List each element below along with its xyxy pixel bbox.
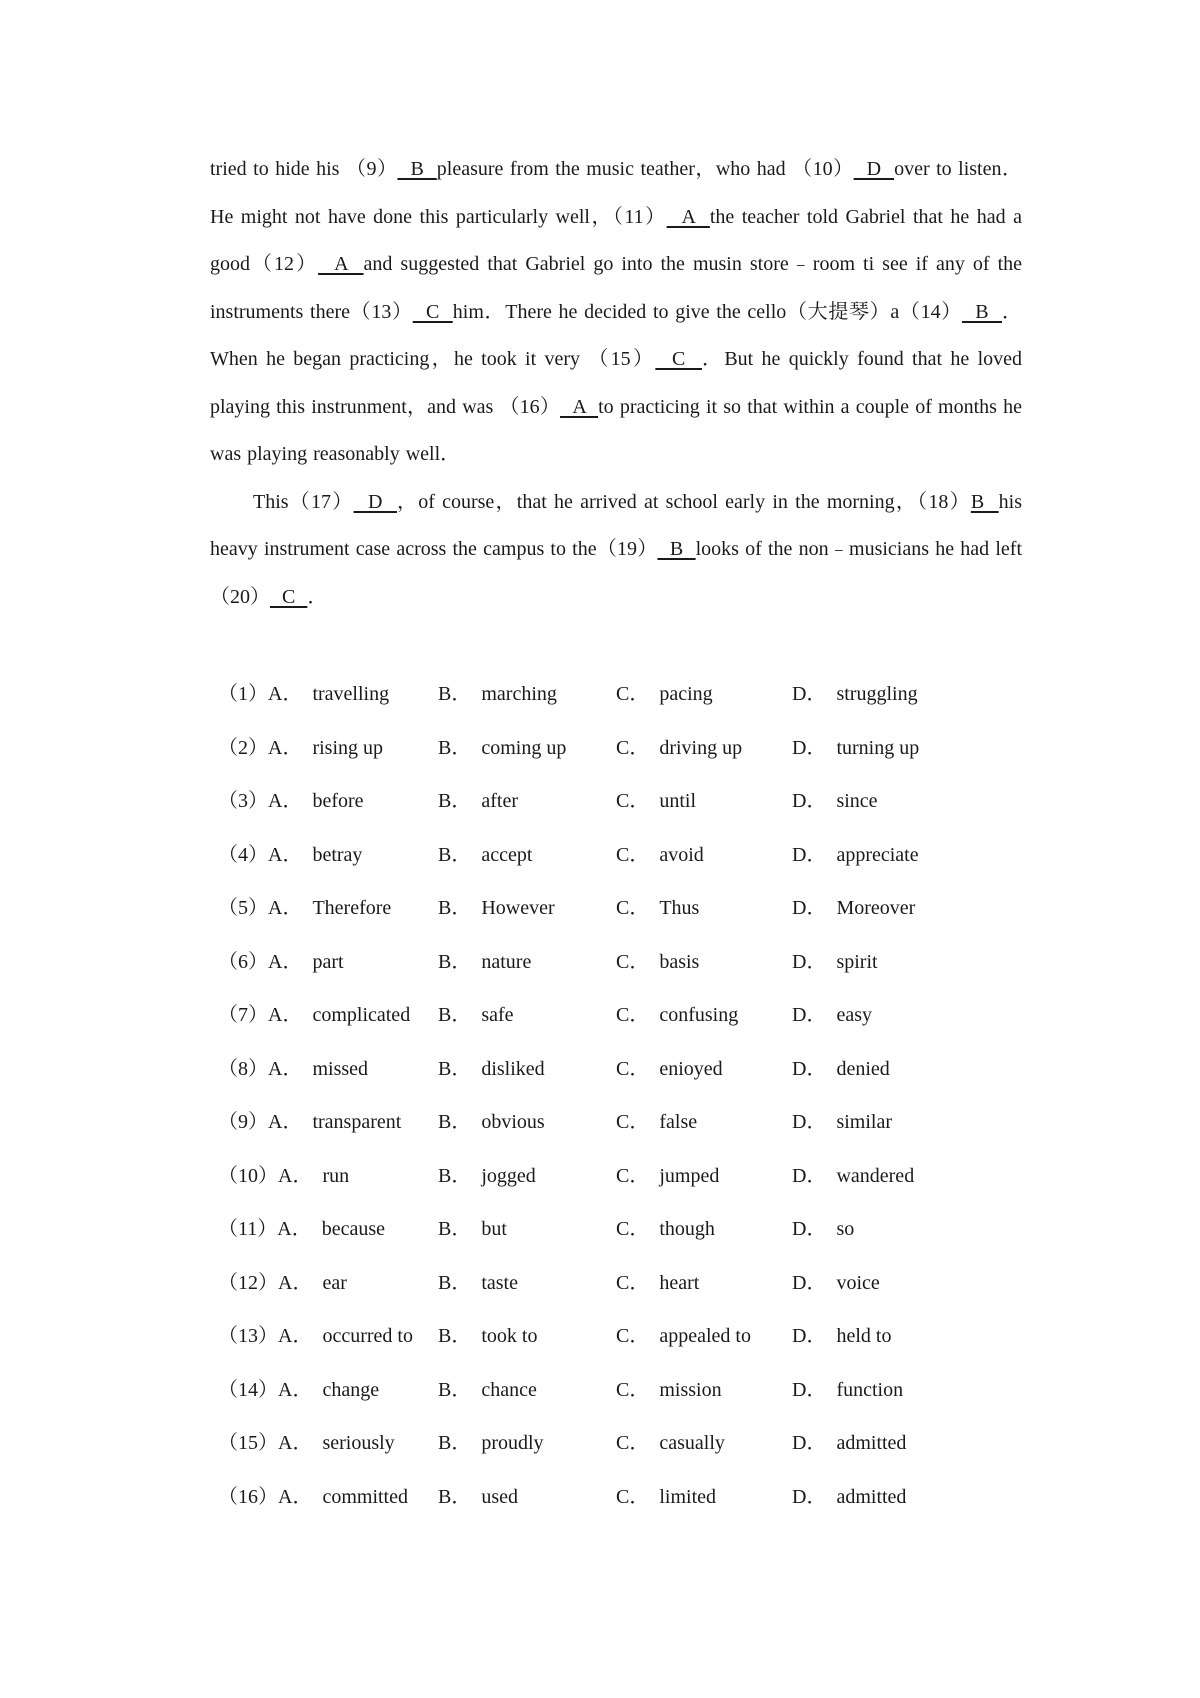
option-letter: D．: [792, 683, 827, 705]
passage-paragraph-2: [210, 479, 1022, 622]
answer-blank-12: A: [318, 253, 364, 275]
option-text: jogged: [481, 1164, 536, 1187]
option-text: spirit: [836, 950, 878, 973]
question-row: [218, 1257, 998, 1311]
option-letter: C．: [616, 1485, 650, 1508]
option-b: [438, 1257, 518, 1311]
option-letter: B．: [438, 897, 472, 919]
option-c: [616, 989, 738, 1043]
option-c: [616, 882, 699, 936]
option-letter: D．: [792, 1432, 827, 1454]
option-letter: A．: [278, 1164, 313, 1187]
option-b: [438, 1364, 537, 1418]
option-letter: B．: [438, 1485, 472, 1508]
option-text: transparent: [312, 1111, 402, 1133]
option-c: [616, 1257, 699, 1311]
option-a: [218, 668, 389, 722]
option-letter: C．: [616, 736, 650, 759]
option-c: [616, 1310, 751, 1364]
option-d: [792, 1150, 914, 1204]
answer-blank-17: D: [353, 490, 397, 513]
question-number: （16）: [218, 1485, 278, 1508]
option-b: [438, 1471, 518, 1525]
option-text: used: [481, 1485, 519, 1508]
option-letter: C．: [616, 1432, 650, 1454]
option-text: easy: [836, 1004, 872, 1026]
option-text: enioyed: [659, 1057, 723, 1080]
answer-blank-13: C: [412, 300, 453, 323]
option-a: [218, 1364, 379, 1418]
option-text: obvious: [481, 1111, 545, 1133]
option-letter: D．: [792, 1271, 827, 1294]
option-b: [438, 775, 518, 829]
answer-blank-14: B: [961, 300, 1003, 323]
option-text: since: [836, 790, 878, 812]
option-text: complicated: [312, 1004, 411, 1026]
option-letter: B．: [438, 1325, 472, 1347]
option-letter: B．: [438, 683, 472, 705]
option-c: [616, 722, 742, 776]
option-letter: C．: [616, 1378, 650, 1401]
question-row: [218, 1150, 998, 1204]
question-number: （10）: [218, 1164, 278, 1187]
option-text: admitted: [836, 1485, 907, 1508]
option-a: [218, 882, 391, 936]
passage-text: looks of the non﹣musicians he had left（20）: [210, 538, 1023, 608]
option-d: [792, 1417, 906, 1471]
question-number: （12）: [218, 1271, 278, 1294]
question-row: [218, 775, 998, 829]
cloze-passage: [210, 146, 1022, 621]
option-text: Moreover: [836, 897, 916, 919]
question-row: [218, 1203, 998, 1257]
option-text: after: [481, 790, 518, 812]
option-text: casually: [659, 1432, 725, 1454]
option-a: [218, 936, 344, 990]
option-text: admitted: [836, 1432, 907, 1454]
option-letter: D．: [792, 950, 827, 973]
option-b: [438, 668, 557, 722]
passage-text: ．But he quickly found that he loved playing this instrunment，and was （16）: [210, 348, 1023, 418]
answer-blank-16: A: [560, 395, 599, 418]
question-number: （7）: [218, 1004, 268, 1026]
option-letter: A．: [268, 950, 303, 973]
option-text: took to: [481, 1325, 538, 1347]
passage-text: to practicing it so that within a couple of months he was playing reasonably well．: [210, 395, 1023, 465]
option-d: [792, 989, 872, 1043]
question-row: [218, 1417, 998, 1471]
option-text: appealed to: [659, 1325, 751, 1347]
option-b: [438, 1150, 536, 1204]
answer-options-list: [218, 668, 998, 1524]
option-a: [218, 1150, 349, 1204]
option-letter: A．: [278, 1378, 313, 1401]
option-letter: C．: [616, 843, 650, 866]
option-text: so: [836, 1218, 855, 1240]
option-b: [438, 989, 514, 1043]
option-letter: A．: [268, 790, 303, 812]
question-row: [218, 989, 998, 1043]
option-b: [438, 882, 555, 936]
option-letter: B．: [438, 950, 472, 973]
option-c: [616, 936, 699, 990]
option-text: marching: [481, 683, 557, 705]
option-letter: B．: [438, 1218, 472, 1240]
option-text: wandered: [836, 1164, 915, 1187]
option-text: pacing: [659, 683, 713, 705]
option-text: proudly: [481, 1432, 544, 1454]
option-letter: C．: [616, 1004, 650, 1026]
option-c: [616, 1417, 725, 1471]
option-letter: C．: [616, 790, 650, 812]
option-letter: D．: [792, 1378, 827, 1401]
option-text: change: [322, 1378, 380, 1401]
option-d: [792, 936, 878, 990]
option-text: committed: [322, 1485, 408, 1508]
option-letter: A．: [268, 1111, 303, 1133]
question-row: [218, 668, 998, 722]
option-c: [616, 668, 713, 722]
answer-blank-15: C: [655, 348, 702, 370]
option-letter: C．: [616, 1325, 650, 1347]
option-a: [218, 775, 364, 829]
option-text: rising up: [312, 736, 384, 759]
option-text: ear: [322, 1271, 347, 1294]
option-text: though: [659, 1218, 715, 1240]
option-text: Thus: [659, 897, 700, 919]
option-c: [616, 829, 704, 883]
question-row: [218, 829, 998, 883]
option-text: travelling: [312, 683, 390, 705]
option-letter: B．: [438, 1057, 472, 1080]
question-row: [218, 1043, 998, 1097]
passage-text: over to listen．He might not have done this particularly well，（11）: [210, 158, 1022, 228]
answer-blank-9: B: [397, 158, 437, 180]
option-text: false: [659, 1111, 698, 1133]
question-row: [218, 1310, 998, 1364]
option-d: [792, 1257, 880, 1311]
option-letter: B．: [438, 1378, 472, 1401]
option-d: [792, 1096, 892, 1150]
option-letter: A．: [268, 897, 303, 919]
option-text: function: [836, 1378, 904, 1401]
option-b: [438, 1203, 507, 1257]
passage-text: the teacher told Gabriel that he had a good（12）: [210, 205, 1022, 275]
option-letter: D．: [792, 1057, 827, 1080]
option-text: but: [481, 1218, 507, 1240]
passage-text: him．There he decided to give the cello（大提琴）a（14）: [452, 300, 962, 323]
option-c: [616, 1096, 697, 1150]
option-b: [438, 1310, 537, 1364]
option-text: driving up: [659, 736, 743, 759]
question-number: （5）: [218, 897, 268, 919]
option-text: However: [481, 897, 555, 919]
option-text: basis: [659, 950, 700, 973]
option-c: [616, 1203, 715, 1257]
option-letter: C．: [616, 950, 650, 973]
option-d: [792, 775, 878, 829]
option-text: avoid: [659, 843, 704, 866]
option-d: [792, 1364, 903, 1418]
option-text: chance: [481, 1378, 537, 1401]
option-letter: C．: [616, 897, 650, 919]
option-letter: A．: [268, 683, 303, 705]
option-letter: D．: [792, 1111, 827, 1133]
passage-text: This（17）: [253, 490, 354, 513]
option-c: [616, 775, 696, 829]
option-c: [616, 1364, 722, 1418]
option-a: [218, 1203, 385, 1257]
option-a: [218, 989, 410, 1043]
option-text: betray: [312, 843, 363, 866]
option-letter: D．: [792, 897, 827, 919]
question-number: （3）: [218, 790, 268, 812]
option-d: [792, 1203, 854, 1257]
option-c: [616, 1471, 716, 1525]
option-letter: C．: [616, 1271, 650, 1294]
option-a: [218, 829, 362, 883]
option-letter: A．: [268, 843, 303, 866]
option-letter: A．: [278, 1432, 313, 1454]
option-letter: D．: [792, 843, 827, 866]
option-a: [218, 1471, 408, 1525]
option-letter: C．: [616, 1164, 650, 1187]
option-d: [792, 829, 919, 883]
answer-blank-18: B: [970, 490, 999, 513]
option-letter: C．: [616, 683, 650, 705]
answer-blank-19: B: [657, 538, 696, 560]
option-letter: B．: [438, 1271, 472, 1294]
answer-blank-10: D: [853, 158, 895, 180]
option-d: [792, 1471, 906, 1525]
passage-text: his heavy instrument case across the campus to the（19）: [210, 490, 1022, 560]
option-text: similar: [836, 1111, 892, 1133]
option-text: denied: [836, 1057, 890, 1080]
option-b: [438, 829, 532, 883]
option-c: [616, 1043, 723, 1097]
option-letter: D．: [792, 1218, 827, 1240]
option-text: until: [659, 790, 697, 812]
option-text: safe: [481, 1004, 514, 1026]
question-row: [218, 1364, 998, 1418]
question-number: （11）: [218, 1218, 278, 1240]
option-text: seriously: [322, 1432, 395, 1454]
option-d: [792, 1310, 891, 1364]
option-text: appreciate: [836, 843, 919, 866]
option-text: mission: [659, 1378, 722, 1401]
option-a: [218, 1310, 413, 1364]
passage-paragraph-1: [210, 146, 1022, 479]
option-text: taste: [481, 1271, 518, 1294]
option-text: missed: [312, 1057, 369, 1080]
option-letter: D．: [792, 790, 827, 812]
option-letter: B．: [438, 736, 472, 759]
option-c: [616, 1150, 719, 1204]
option-a: [218, 1043, 368, 1097]
question-number: （8）: [218, 1057, 268, 1080]
option-text: coming up: [481, 736, 567, 759]
option-b: [438, 1096, 545, 1150]
option-letter: D．: [792, 1485, 827, 1508]
passage-text: ，of course，that he arrived at school early in the morning，（18）: [396, 490, 971, 513]
option-text: Therefore: [312, 897, 392, 919]
option-text: jumped: [659, 1164, 720, 1187]
option-letter: A．: [268, 1004, 303, 1026]
option-letter: B．: [438, 790, 472, 812]
option-letter: A．: [277, 1218, 312, 1240]
option-letter: A．: [278, 1485, 313, 1508]
option-text: part: [312, 950, 344, 973]
question-number: （1）: [218, 683, 268, 705]
option-letter: C．: [616, 1218, 650, 1240]
question-row: [218, 1471, 998, 1525]
option-d: [792, 722, 919, 776]
answer-blank-11: A: [666, 205, 710, 228]
option-text: run: [322, 1164, 350, 1187]
option-letter: B．: [438, 1111, 472, 1133]
option-text: confusing: [659, 1004, 739, 1026]
option-text: before: [312, 790, 364, 812]
passage-text: ．When he began practicing，he took it very （15）: [210, 300, 1023, 370]
option-text: occurred to: [322, 1325, 413, 1347]
question-number: （9）: [218, 1111, 268, 1133]
option-b: [438, 1417, 544, 1471]
option-a: [218, 1096, 401, 1150]
passage-text: ．: [307, 585, 328, 608]
question-number: （13）: [218, 1325, 278, 1347]
option-letter: B．: [438, 1004, 472, 1026]
option-a: [218, 1257, 347, 1311]
option-text: struggling: [836, 683, 918, 705]
question-row: [218, 722, 998, 776]
option-text: turning up: [836, 736, 920, 759]
question-row: [218, 882, 998, 936]
answer-blank-20: C: [270, 585, 308, 608]
option-d: [792, 882, 915, 936]
option-letter: A．: [278, 1325, 313, 1347]
option-text: held to: [836, 1325, 892, 1347]
option-letter: B．: [438, 1432, 472, 1454]
question-row: [218, 936, 998, 990]
option-letter: D．: [792, 1164, 827, 1187]
option-b: [438, 1043, 545, 1097]
option-text: nature: [481, 950, 532, 973]
option-letter: B．: [438, 1164, 472, 1187]
question-number: （15）: [218, 1432, 278, 1454]
option-a: [218, 722, 383, 776]
option-letter: B．: [438, 843, 472, 866]
passage-text: pleasure from the music teather，who had （10）: [436, 158, 854, 180]
option-text: voice: [836, 1271, 880, 1294]
option-letter: D．: [792, 1325, 827, 1347]
question-number: （6）: [218, 950, 268, 973]
option-letter: A．: [268, 1057, 303, 1080]
option-a: [218, 1417, 395, 1471]
question-number: （2）: [218, 736, 268, 759]
option-d: [792, 1043, 890, 1097]
option-text: because: [321, 1218, 386, 1240]
option-text: heart: [659, 1271, 700, 1294]
option-d: [792, 668, 918, 722]
option-letter: D．: [792, 1004, 827, 1026]
passage-text: and suggested that Gabriel go into the musin store﹣room ti see if any of the instruments there（13）: [210, 253, 1022, 323]
question-number: （4）: [218, 843, 268, 866]
option-letter: C．: [616, 1057, 650, 1080]
option-letter: A．: [278, 1271, 313, 1294]
option-letter: D．: [792, 736, 827, 759]
option-b: [438, 722, 566, 776]
option-text: limited: [659, 1485, 717, 1508]
question-row: [218, 1096, 998, 1150]
passage-text: tried to hide his （9）: [210, 158, 398, 180]
option-letter: C．: [616, 1111, 650, 1133]
question-number: （14）: [218, 1378, 278, 1401]
option-letter: A．: [268, 736, 303, 759]
option-b: [438, 936, 531, 990]
option-text: disliked: [481, 1057, 545, 1080]
option-text: accept: [481, 843, 533, 866]
